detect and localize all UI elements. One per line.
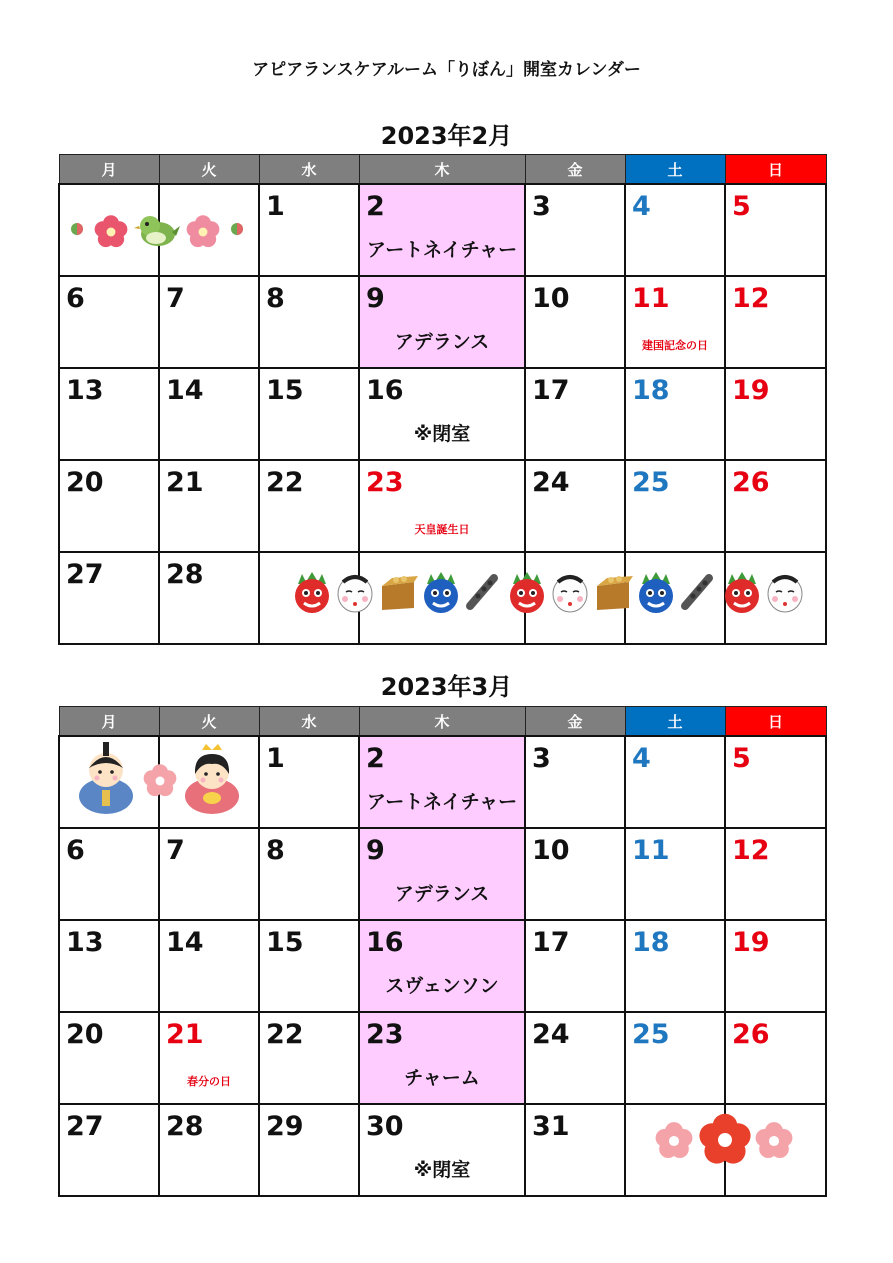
day-number: 14 [166,927,204,958]
day-number: 28 [166,1111,204,1142]
empty-cell [725,552,826,644]
empty-cell [159,184,259,276]
day-cell [59,1104,159,1196]
week-row [59,828,826,920]
day-number: 24 [532,467,570,498]
day-cell [525,368,625,460]
day-number: 30 [366,1111,404,1142]
month-title-feb: 2023年2月 [380,122,513,150]
day-cell [59,368,159,460]
day-number: 18 [632,927,670,958]
day-number: 21 [166,467,204,498]
day-number: 27 [66,559,104,590]
day-cell [359,460,525,552]
empty-cell [625,1104,725,1196]
day-number: 19 [732,927,770,958]
day-number: 23 [366,467,404,498]
day-number: 26 [732,467,770,498]
day-number: 3 [532,743,551,774]
week-row [59,1104,826,1196]
document-title: アピアランスケアルーム「りぼん」開室カレンダー [252,60,641,80]
day-cell [159,828,259,920]
day-cell [59,828,159,920]
weekday-header: 月 [59,155,159,185]
day-number: 7 [166,835,185,866]
day-cell [525,920,625,1012]
day-cell [725,828,826,920]
week-row [59,276,826,368]
day-number: 2 [366,191,385,222]
weekday-header: 金 [525,155,625,185]
empty-cell [625,552,725,644]
day-cell [59,552,159,644]
day-number: 22 [266,1019,304,1050]
day-cell [259,920,359,1012]
empty-cell [159,736,259,828]
event-label: アートネイチャー [366,239,518,261]
event-label: スヴェンソン [385,975,499,997]
day-cell [259,828,359,920]
weekday-header: 火 [159,707,259,737]
day-number: 24 [532,1019,570,1050]
holiday-label: 春分の日 [187,1075,231,1088]
day-cell [525,1012,625,1104]
day-cell [359,1012,525,1104]
day-cell [625,736,725,828]
day-cell [59,460,159,552]
day-cell [259,460,359,552]
day-cell [625,920,725,1012]
day-cell [625,368,725,460]
weekday-header: 火 [159,155,259,185]
day-number: 16 [366,375,404,406]
day-cell [159,276,259,368]
day-number: 6 [66,283,85,314]
day-cell [59,920,159,1012]
day-number: 2 [366,743,385,774]
day-cell [359,736,525,828]
day-cell [259,368,359,460]
day-number: 18 [632,375,670,406]
day-cell [625,460,725,552]
day-number: 25 [632,467,670,498]
day-cell [59,276,159,368]
event-label: アデランス [394,883,490,905]
day-cell [525,184,625,276]
day-number: 16 [366,927,404,958]
day-number: 5 [732,191,751,222]
weekday-header: 木 [359,155,525,185]
day-cell [625,184,725,276]
day-number: 14 [166,375,204,406]
day-cell [259,1104,359,1196]
day-number: 31 [532,1111,570,1142]
day-cell [159,1104,259,1196]
weekday-header: 月 [59,707,159,737]
weekday-header: 日 [725,707,826,737]
day-cell [725,1012,826,1104]
day-number: 4 [632,743,651,774]
day-number: 5 [732,743,751,774]
month-title-mar: 2023年3月 [380,673,513,701]
day-cell [359,276,525,368]
day-cell [159,920,259,1012]
day-cell [359,1104,525,1196]
day-number: 3 [532,191,551,222]
day-number: 7 [166,283,185,314]
day-number: 17 [532,927,570,958]
empty-cell [359,552,525,644]
weekday-header-row [59,155,826,185]
calendar-feb [58,154,827,645]
weekday-header: 水 [259,707,359,737]
weekday-header: 土 [625,707,725,737]
day-cell [159,1012,259,1104]
day-cell [359,920,525,1012]
weekday-header: 水 [259,155,359,185]
day-cell [259,276,359,368]
week-row [59,552,826,644]
day-cell [725,276,826,368]
day-number: 13 [66,375,104,406]
day-number: 23 [366,1019,404,1050]
day-number: 11 [632,835,670,866]
day-number: 17 [532,375,570,406]
holiday-label: 建国記念の日 [642,339,708,352]
day-number: 29 [266,1111,304,1142]
empty-cell [59,184,159,276]
day-cell [525,276,625,368]
week-row [59,368,826,460]
empty-cell [725,1104,826,1196]
day-number: 19 [732,375,770,406]
weekday-header-row [59,707,826,737]
day-cell [59,1012,159,1104]
day-number: 26 [732,1019,770,1050]
day-cell [525,1104,625,1196]
day-number: 12 [732,283,770,314]
holiday-label: 天皇誕生日 [414,523,470,536]
calendar-mar [58,706,827,1197]
day-number: 15 [266,375,304,406]
day-cell [525,828,625,920]
day-cell [525,460,625,552]
day-number: 20 [66,467,104,498]
day-number: 8 [266,835,285,866]
week-row [59,1012,826,1104]
day-cell [725,184,826,276]
weekday-header: 金 [525,707,625,737]
day-number: 1 [266,191,285,222]
day-number: 13 [66,927,104,958]
event-label: ※閉室 [413,1159,471,1181]
day-number: 11 [632,283,670,314]
day-cell [159,552,259,644]
weekday-header: 土 [625,155,725,185]
day-cell [625,276,725,368]
day-number: 25 [632,1019,670,1050]
day-number: 27 [66,1111,104,1142]
weekday-header: 日 [725,155,826,185]
day-cell [725,920,826,1012]
empty-cell [59,736,159,828]
day-number: 10 [532,283,570,314]
day-cell [725,736,826,828]
event-label: アートネイチャー [366,791,518,813]
week-row [59,460,826,552]
day-cell [625,1012,725,1104]
day-cell [725,460,826,552]
day-cell [359,828,525,920]
day-cell [259,184,359,276]
weekday-header: 木 [359,707,525,737]
week-row [59,184,826,276]
event-label: ※閉室 [413,423,471,445]
day-number: 15 [266,927,304,958]
day-number: 1 [266,743,285,774]
day-cell [625,828,725,920]
week-row [59,920,826,1012]
empty-cell [259,552,359,644]
day-number: 4 [632,191,651,222]
empty-cell [525,552,625,644]
day-cell [725,368,826,460]
day-cell [159,460,259,552]
day-cell [359,184,525,276]
week-row [59,736,826,828]
event-label: アデランス [394,331,490,353]
day-number: 9 [366,835,385,866]
day-number: 28 [166,559,204,590]
event-label: チャーム [404,1067,480,1089]
day-number: 22 [266,467,304,498]
day-number: 10 [532,835,570,866]
day-number: 21 [166,1019,204,1050]
day-number: 8 [266,283,285,314]
day-number: 20 [66,1019,104,1050]
day-cell [525,736,625,828]
day-cell [359,368,525,460]
day-cell [259,1012,359,1104]
day-cell [259,736,359,828]
day-number: 9 [366,283,385,314]
day-number: 6 [66,835,85,866]
day-cell [159,368,259,460]
day-number: 12 [732,835,770,866]
